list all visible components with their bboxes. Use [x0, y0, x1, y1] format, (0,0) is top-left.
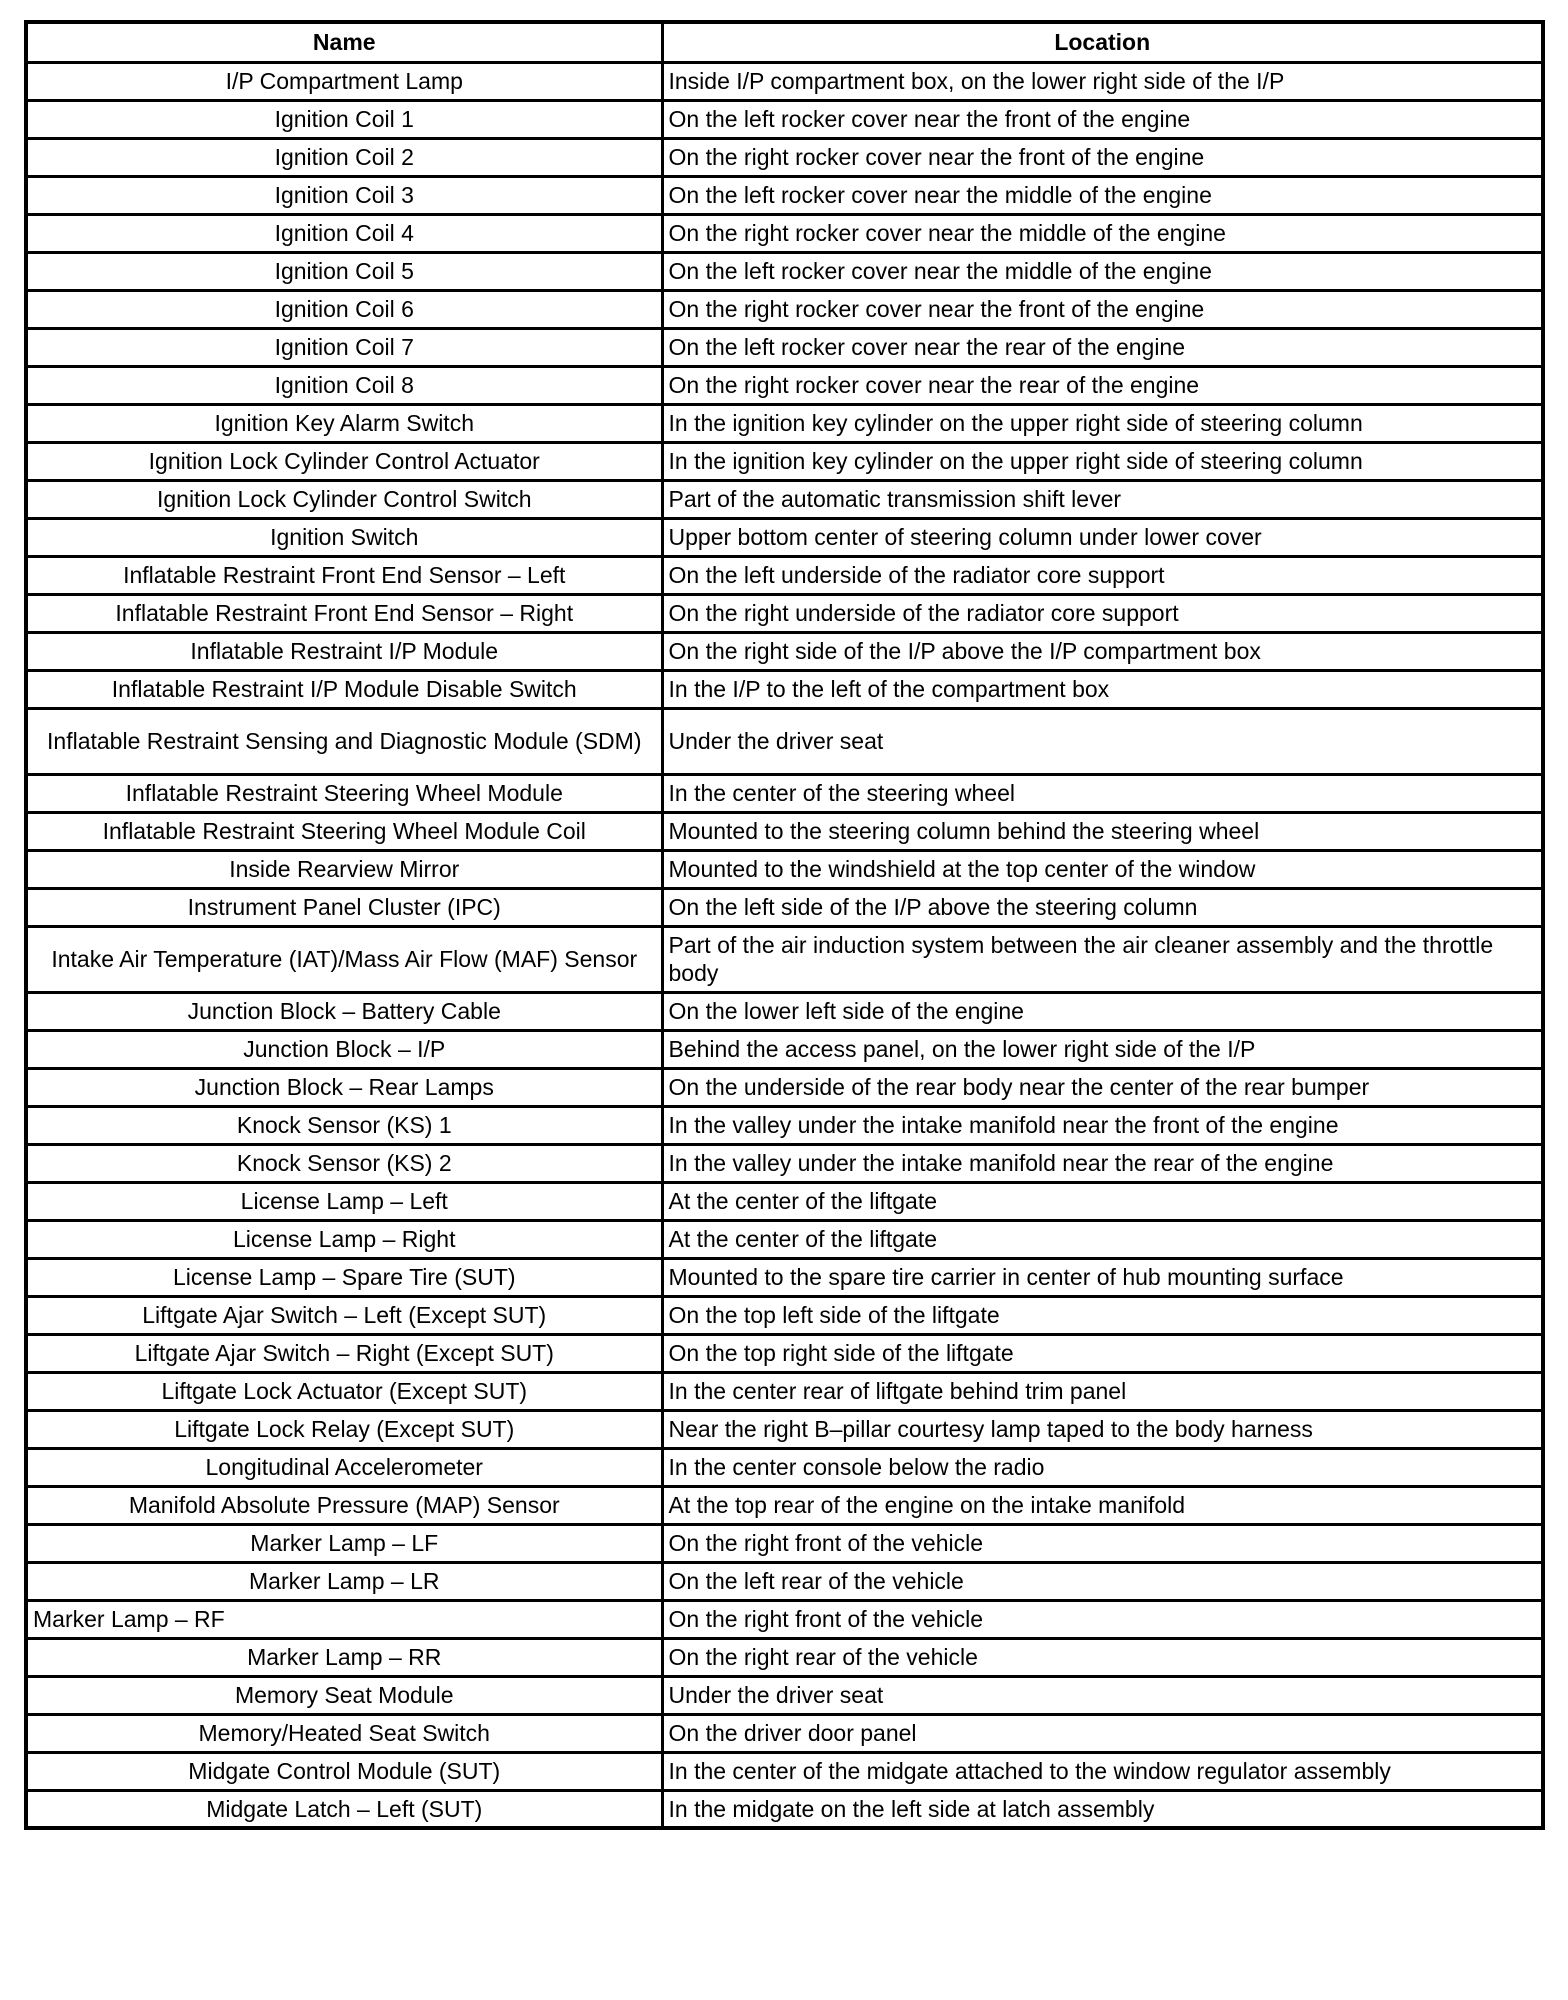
table-row	[26, 850, 1543, 888]
component-name-cell: Junction Block – Battery Cable	[26, 992, 662, 1030]
component-name-cell: Inflatable Restraint Front End Sensor – Left	[26, 556, 662, 594]
table-row	[26, 812, 1543, 850]
table-row	[26, 366, 1543, 404]
component-name-cell: Inflatable Restraint I/P Module	[26, 632, 662, 670]
table-row	[26, 1752, 1543, 1790]
component-location-cell: On the top left side of the liftgate	[662, 1296, 1543, 1334]
component-name-cell: Midgate Latch – Left (SUT)	[26, 1790, 662, 1828]
component-name-cell: Liftgate Ajar Switch – Right (Except SUT)	[26, 1334, 662, 1372]
table-row	[26, 992, 1543, 1030]
component-name-cell: Marker Lamp – LR	[26, 1562, 662, 1600]
component-location-cell: On the left rocker cover near the middle of the engine	[662, 252, 1543, 290]
table-row	[26, 214, 1543, 252]
component-location-cell: Part of the air induction system between the air cleaner assembly and the throttle body	[662, 926, 1543, 992]
component-location-cell: In the I/P to the left of the compartment box	[662, 670, 1543, 708]
component-name-cell: Ignition Lock Cylinder Control Switch	[26, 480, 662, 518]
component-name-cell: License Lamp – Left	[26, 1182, 662, 1220]
table-row	[26, 1258, 1543, 1296]
component-location-cell: In the center rear of liftgate behind trim panel	[662, 1372, 1543, 1410]
component-location-cell: On the right rocker cover near the front of the engine	[662, 138, 1543, 176]
table-row	[26, 1714, 1543, 1752]
component-location-cell: At the center of the liftgate	[662, 1182, 1543, 1220]
component-location-cell: In the valley under the intake manifold near the rear of the engine	[662, 1144, 1543, 1182]
component-location-cell: On the right rear of the vehicle	[662, 1638, 1543, 1676]
table-row	[26, 1676, 1543, 1714]
component-name-cell: Liftgate Lock Relay (Except SUT)	[26, 1410, 662, 1448]
component-location-cell: Behind the access panel, on the lower right side of the I/P	[662, 1030, 1543, 1068]
component-location-cell: In the valley under the intake manifold near the front of the engine	[662, 1106, 1543, 1144]
component-name-cell: Inflatable Restraint Front End Sensor – Right	[26, 594, 662, 632]
table-row	[26, 100, 1543, 138]
component-name-cell: Ignition Coil 6	[26, 290, 662, 328]
component-location-cell: Under the driver seat	[662, 1676, 1543, 1714]
table-row	[26, 1296, 1543, 1334]
component-location-cell: Inside I/P compartment box, on the lower right side of the I/P	[662, 62, 1543, 100]
table-row	[26, 176, 1543, 214]
component-location-cell: On the top right side of the liftgate	[662, 1334, 1543, 1372]
component-location-cell: Mounted to the steering column behind the steering wheel	[662, 812, 1543, 850]
component-name-cell: Liftgate Lock Actuator (Except SUT)	[26, 1372, 662, 1410]
component-location-table	[24, 20, 1545, 1830]
table-row	[26, 1220, 1543, 1258]
table-header-row	[26, 22, 1543, 62]
table-row	[26, 670, 1543, 708]
table-row	[26, 1410, 1543, 1448]
component-location-cell: On the lower left side of the engine	[662, 992, 1543, 1030]
component-name-cell: Instrument Panel Cluster (IPC)	[26, 888, 662, 926]
table-row	[26, 774, 1543, 812]
table-row	[26, 1562, 1543, 1600]
component-name-cell: Ignition Lock Cylinder Control Actuator	[26, 442, 662, 480]
table-row	[26, 252, 1543, 290]
table-row	[26, 556, 1543, 594]
component-name-cell: Intake Air Temperature (IAT)/Mass Air Flow (MAF) Sensor	[26, 926, 662, 992]
table-row	[26, 594, 1543, 632]
table-row	[26, 290, 1543, 328]
table-row	[26, 1600, 1543, 1638]
table-row	[26, 1030, 1543, 1068]
table-row	[26, 1068, 1543, 1106]
table-row	[26, 442, 1543, 480]
component-name-cell: Liftgate Ajar Switch – Left (Except SUT)	[26, 1296, 662, 1334]
component-name-cell: Manifold Absolute Pressure (MAP) Sensor	[26, 1486, 662, 1524]
component-name-cell: License Lamp – Right	[26, 1220, 662, 1258]
component-location-cell: On the driver door panel	[662, 1714, 1543, 1752]
component-location-cell: On the left rocker cover near the middle of the engine	[662, 176, 1543, 214]
component-name-cell: Ignition Coil 7	[26, 328, 662, 366]
table-row	[26, 632, 1543, 670]
component-name-cell: I/P Compartment Lamp	[26, 62, 662, 100]
component-location-cell: On the underside of the rear body near the center of the rear bumper	[662, 1068, 1543, 1106]
component-location-cell: On the left underside of the radiator core support	[662, 556, 1543, 594]
component-name-cell: Longitudinal Accelerometer	[26, 1448, 662, 1486]
component-location-cell: In the ignition key cylinder on the upper right side of steering column	[662, 404, 1543, 442]
component-name-cell: Ignition Coil 8	[26, 366, 662, 404]
table-row	[26, 1486, 1543, 1524]
table-row	[26, 1638, 1543, 1676]
component-location-cell: On the left side of the I/P above the steering column	[662, 888, 1543, 926]
component-location-cell: On the left rear of the vehicle	[662, 1562, 1543, 1600]
component-name-cell: Junction Block – Rear Lamps	[26, 1068, 662, 1106]
component-name-cell: Ignition Coil 4	[26, 214, 662, 252]
component-name-cell: Marker Lamp – RR	[26, 1638, 662, 1676]
component-location-cell: On the right rocker cover near the front of the engine	[662, 290, 1543, 328]
component-location-cell: Mounted to the spare tire carrier in center of hub mounting surface	[662, 1258, 1543, 1296]
component-name-cell: Knock Sensor (KS) 2	[26, 1144, 662, 1182]
table-row	[26, 1448, 1543, 1486]
table-row	[26, 1334, 1543, 1372]
table-row	[26, 1106, 1543, 1144]
component-name-cell: Inflatable Restraint Steering Wheel Module Coil	[26, 812, 662, 850]
table-row	[26, 1182, 1543, 1220]
table-row	[26, 1524, 1543, 1562]
table-row	[26, 926, 1543, 992]
component-name-cell: Ignition Switch	[26, 518, 662, 556]
component-location-cell: In the center of the midgate attached to the window regulator assembly	[662, 1752, 1543, 1790]
component-name-cell: Memory Seat Module	[26, 1676, 662, 1714]
component-name-cell: Midgate Control Module (SUT)	[26, 1752, 662, 1790]
table-row	[26, 1372, 1543, 1410]
table-row	[26, 1790, 1543, 1828]
table-row	[26, 1144, 1543, 1182]
component-location-cell: In the ignition key cylinder on the upper right side of steering column	[662, 442, 1543, 480]
component-location-cell: On the right front of the vehicle	[662, 1600, 1543, 1638]
table-row	[26, 888, 1543, 926]
component-location-cell: At the center of the liftgate	[662, 1220, 1543, 1258]
table-row	[26, 404, 1543, 442]
table-row	[26, 138, 1543, 176]
table-row	[26, 328, 1543, 366]
component-location-cell: On the right rocker cover near the rear of the engine	[662, 366, 1543, 404]
component-location-cell: In the center of the steering wheel	[662, 774, 1543, 812]
component-location-cell: At the top rear of the engine on the intake manifold	[662, 1486, 1543, 1524]
component-location-cell: Under the driver seat	[662, 708, 1543, 774]
component-name-cell: Marker Lamp – LF	[26, 1524, 662, 1562]
component-location-cell: On the left rocker cover near the front of the engine	[662, 100, 1543, 138]
component-location-cell: Upper bottom center of steering column under lower cover	[662, 518, 1543, 556]
component-name-cell: Ignition Key Alarm Switch	[26, 404, 662, 442]
component-location-cell: On the right underside of the radiator core support	[662, 594, 1543, 632]
component-location-cell: On the left rocker cover near the rear of the engine	[662, 328, 1543, 366]
component-location-cell: In the midgate on the left side at latch assembly	[662, 1790, 1543, 1828]
header-name: Name	[26, 22, 662, 62]
component-location-cell: Part of the automatic transmission shift lever	[662, 480, 1543, 518]
table-row	[26, 708, 1543, 774]
header-location: Location	[662, 22, 1543, 62]
component-name-cell: Inflatable Restraint Sensing and Diagnostic Module (SDM)	[26, 708, 662, 774]
component-name-cell: Inside Rearview Mirror	[26, 850, 662, 888]
table-row	[26, 480, 1543, 518]
table-row	[26, 518, 1543, 556]
component-name-cell: License Lamp – Spare Tire (SUT)	[26, 1258, 662, 1296]
component-location-cell: In the center console below the radio	[662, 1448, 1543, 1486]
component-name-cell: Marker Lamp – RF	[26, 1600, 662, 1638]
table-body	[26, 62, 1543, 1828]
component-name-cell: Ignition Coil 1	[26, 100, 662, 138]
component-name-cell: Ignition Coil 5	[26, 252, 662, 290]
component-location-cell: On the right side of the I/P above the I/P compartment box	[662, 632, 1543, 670]
component-location-cell: On the right rocker cover near the middle of the engine	[662, 214, 1543, 252]
component-location-cell: Mounted to the windshield at the top center of the window	[662, 850, 1543, 888]
component-name-cell: Ignition Coil 2	[26, 138, 662, 176]
component-location-cell: On the right front of the vehicle	[662, 1524, 1543, 1562]
component-location-cell: Near the right B–pillar courtesy lamp taped to the body harness	[662, 1410, 1543, 1448]
component-name-cell: Ignition Coil 3	[26, 176, 662, 214]
table-row	[26, 62, 1543, 100]
component-name-cell: Knock Sensor (KS) 1	[26, 1106, 662, 1144]
component-name-cell: Inflatable Restraint I/P Module Disable Switch	[26, 670, 662, 708]
component-name-cell: Junction Block – I/P	[26, 1030, 662, 1068]
component-name-cell: Inflatable Restraint Steering Wheel Module	[26, 774, 662, 812]
component-name-cell: Memory/Heated Seat Switch	[26, 1714, 662, 1752]
